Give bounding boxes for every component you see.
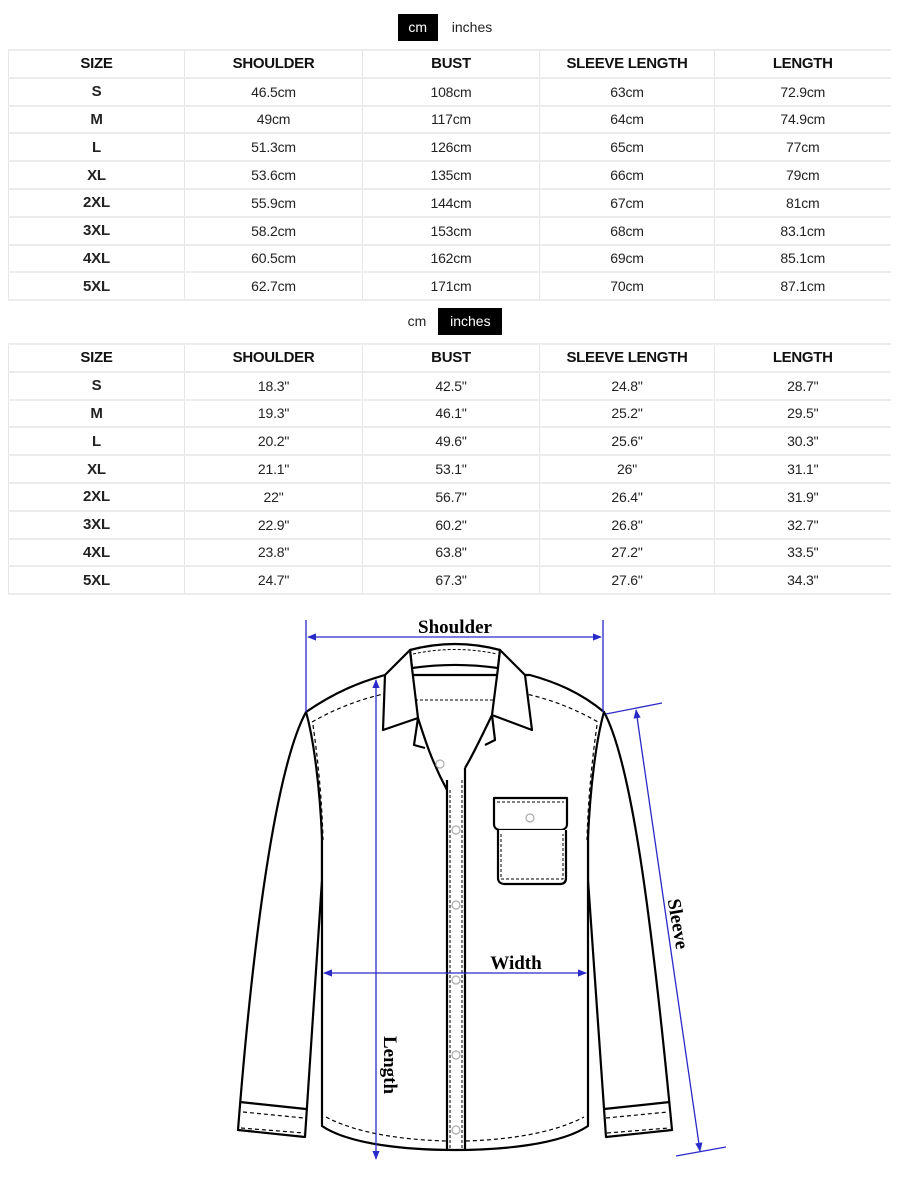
- size-cell: 5XL: [9, 566, 185, 594]
- measurement-cell: 22.9": [185, 511, 363, 539]
- measurement-cell: 25.6": [540, 427, 715, 455]
- width-label: Width: [490, 953, 542, 974]
- measurement-cell: 58.2cm: [185, 217, 363, 245]
- header-length: LENGTH: [715, 50, 891, 78]
- size-cell: 2XL: [9, 483, 185, 511]
- header-bust: BUST: [363, 50, 540, 78]
- unit-option-inches[interactable]: inches: [438, 308, 502, 335]
- measurement-cell: 56.7": [363, 483, 540, 511]
- size-cell: 5XL: [9, 272, 185, 300]
- table-row: [9, 427, 891, 455]
- unit-option-inches[interactable]: inches: [451, 19, 493, 35]
- header-shoulder: SHOULDER: [185, 344, 363, 372]
- measurement-cell: 55.9cm: [185, 189, 363, 217]
- table-row: [9, 483, 891, 511]
- table-header-row: [9, 50, 891, 78]
- measurement-cell: 51.3cm: [185, 133, 363, 161]
- measurement-cell: 22": [185, 483, 363, 511]
- measurement-cell: 70cm: [540, 272, 715, 300]
- measurement-cell: 60.5cm: [185, 245, 363, 273]
- measurement-cell: 49.6": [363, 427, 540, 455]
- size-cell: L: [9, 133, 185, 161]
- measurement-cell: 69cm: [540, 245, 715, 273]
- table-row: [9, 106, 891, 134]
- measurement-cell: 26.4": [540, 483, 715, 511]
- measurement-cell: 67.3": [363, 566, 540, 594]
- header-length: LENGTH: [715, 344, 891, 372]
- unit-option-cm[interactable]: cm: [407, 313, 427, 329]
- size-cell: 4XL: [9, 245, 185, 273]
- measurement-cell: 28.7": [715, 372, 891, 400]
- measurement-cell: 53.1": [363, 455, 540, 483]
- measurement-cell: 32.7": [715, 511, 891, 539]
- unit-option-cm[interactable]: cm: [398, 14, 438, 41]
- table-header-row: [9, 344, 891, 372]
- measurement-cell: 67cm: [540, 189, 715, 217]
- table-row: [9, 133, 891, 161]
- header-size: SIZE: [9, 50, 185, 78]
- measurement-cell: 117cm: [363, 106, 540, 134]
- header-size: SIZE: [9, 344, 185, 372]
- table-row: [9, 217, 891, 245]
- measurement-cell: 68cm: [540, 217, 715, 245]
- measurement-cell: 46.1": [363, 400, 540, 428]
- measurement-cell: 65cm: [540, 133, 715, 161]
- measurement-cell: 49cm: [185, 106, 363, 134]
- measurement-cell: 77cm: [715, 133, 891, 161]
- measurement-cell: 66cm: [540, 161, 715, 189]
- measurement-cell: 27.6": [540, 566, 715, 594]
- shirt-measurement-diagram: [0, 600, 900, 1200]
- size-cell: 3XL: [9, 511, 185, 539]
- measurement-cell: 27.2": [540, 539, 715, 567]
- size-table-inches: [8, 343, 891, 595]
- header-bust: BUST: [363, 344, 540, 372]
- shirt-outline-icon: [238, 644, 672, 1150]
- table-row: [9, 189, 891, 217]
- size-cell: XL: [9, 161, 185, 189]
- measurement-cell: 126cm: [363, 133, 540, 161]
- measurement-cell: 21.1": [185, 455, 363, 483]
- measurement-cell: 23.8": [185, 539, 363, 567]
- measurement-cell: 26": [540, 455, 715, 483]
- size-table-cm: [8, 49, 891, 301]
- header-shoulder: SHOULDER: [185, 50, 363, 78]
- size-cell: 2XL: [9, 189, 185, 217]
- shoulder-label: Shoulder: [418, 617, 492, 638]
- measurement-cell: 171cm: [363, 272, 540, 300]
- measurement-cell: 42.5": [363, 372, 540, 400]
- measurement-cell: 34.3": [715, 566, 891, 594]
- measurement-cell: 18.3": [185, 372, 363, 400]
- measurement-cell: 20.2": [185, 427, 363, 455]
- table-row: [9, 245, 891, 273]
- measurement-cell: 108cm: [363, 78, 540, 106]
- measurement-cell: 64cm: [540, 106, 715, 134]
- measurement-cell: 46.5cm: [185, 78, 363, 106]
- measurement-cell: 144cm: [363, 189, 540, 217]
- size-cell: 3XL: [9, 217, 185, 245]
- measurement-cell: 87.1cm: [715, 272, 891, 300]
- sleeve-label: Sleeve: [662, 897, 693, 951]
- measurement-cell: 19.3": [185, 400, 363, 428]
- table-row: [9, 161, 891, 189]
- measurement-cell: 63.8": [363, 539, 540, 567]
- measurement-cell: 25.2": [540, 400, 715, 428]
- measurement-cell: 135cm: [363, 161, 540, 189]
- header-sleeve-length: SLEEVE LENGTH: [540, 50, 715, 78]
- size-cell: M: [9, 400, 185, 428]
- size-cell: M: [9, 106, 185, 134]
- measurement-cell: 62.7cm: [185, 272, 363, 300]
- table-row: [9, 372, 891, 400]
- unit-toggle-cm-table: [0, 14, 900, 41]
- measurement-cell: 81cm: [715, 189, 891, 217]
- table-row: [9, 566, 891, 594]
- unit-toggle-inches-table: [0, 308, 900, 335]
- header-sleeve-length: SLEEVE LENGTH: [540, 344, 715, 372]
- measurement-cell: 33.5": [715, 539, 891, 567]
- measurement-cell: 60.2": [363, 511, 540, 539]
- table-row: [9, 272, 891, 300]
- measurement-cell: 63cm: [540, 78, 715, 106]
- measurement-cell: 85.1cm: [715, 245, 891, 273]
- table-row: [9, 455, 891, 483]
- measurement-cell: 24.8": [540, 372, 715, 400]
- table-row: [9, 511, 891, 539]
- size-cell: S: [9, 372, 185, 400]
- measurement-cell: 153cm: [363, 217, 540, 245]
- measurement-cell: 29.5": [715, 400, 891, 428]
- measurement-cell: 31.9": [715, 483, 891, 511]
- measurement-cell: 30.3": [715, 427, 891, 455]
- measurement-cell: 53.6cm: [185, 161, 363, 189]
- table-row: [9, 400, 891, 428]
- measurement-cell: 162cm: [363, 245, 540, 273]
- measurement-cell: 24.7": [185, 566, 363, 594]
- measurement-cell: 72.9cm: [715, 78, 891, 106]
- length-label: Length: [379, 1035, 400, 1095]
- size-cell: S: [9, 78, 185, 106]
- table-row: [9, 539, 891, 567]
- measurement-cell: 79cm: [715, 161, 891, 189]
- size-cell: L: [9, 427, 185, 455]
- measurement-cell: 83.1cm: [715, 217, 891, 245]
- measurement-cell: 31.1": [715, 455, 891, 483]
- size-cell: XL: [9, 455, 185, 483]
- table-row: [9, 78, 891, 106]
- measurement-cell: 74.9cm: [715, 106, 891, 134]
- measurement-cell: 26.8": [540, 511, 715, 539]
- size-cell: 4XL: [9, 539, 185, 567]
